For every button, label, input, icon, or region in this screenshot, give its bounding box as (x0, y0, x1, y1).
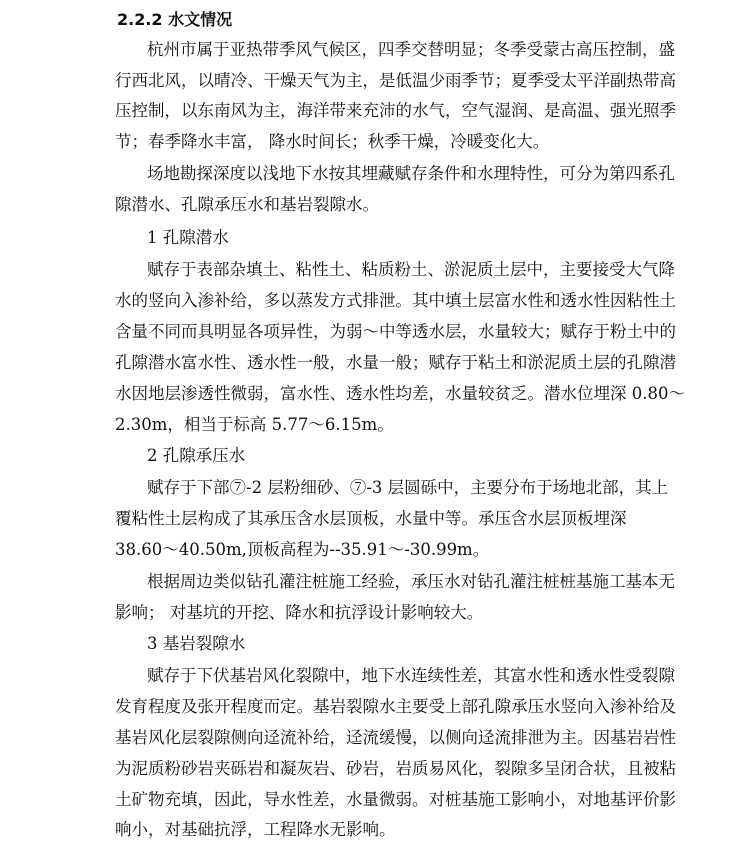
paragraph-line: 隙潜水、孔隙承压水和基岩裂隙水。 (115, 195, 379, 214)
paragraph-line: 行西北风，以晴冷、干燥天气为主，是低温少雨季节；夏季受太平洋副热带高 (115, 71, 676, 90)
paragraph-line: 为泥质粉砂岩夹砾岩和凝灰岩、砂岩，岩质易风化，裂隙多呈闭合状，且被粘 (115, 759, 676, 778)
paragraph-line: 场地勘探深度以浅地下水按其埋藏赋存条件和水理特性，可分为第四系孔 (147, 164, 675, 183)
subsection-heading: 3 基岩裂隙水 (147, 634, 246, 653)
paragraph-line: 孔隙潜水富水性、透水性一般，水量一般；赋存于粘土和淤泥质土层的孔隙潜 (115, 353, 676, 372)
paragraph-line: 38.60～40.50m,顶板高程为--35.91～-30.99m。 (115, 540, 490, 559)
paragraph-line: 赋存于下伏基岩风化裂隙中，地下水连续性差，其富水性和透水性受裂隙 (147, 666, 675, 685)
subsection-heading: 2 孔隙承压水 (147, 446, 246, 465)
paragraph-line: 土矿物充填，因此，导水性差，水量微弱。对桩基施工影响小，对地基评价影 (115, 790, 676, 809)
section-heading: 2.2.2 水文情况 (117, 10, 233, 29)
paragraph-line: 基岩风化层裂隙侧向迳流补给，迳流缓慢，以侧向迳流排泄为主。因基岩岩性 (115, 728, 676, 747)
paragraph-line: 2.30m，相当于标高 5.77～6.15m。 (115, 415, 394, 434)
paragraph-line: 响小，对基础抗浮，工程降水无影响。 (115, 820, 396, 839)
paragraph-line: 压控制，以东南风为主，海洋带来充沛的水气，空气湿润、是高温、强光照季 (115, 101, 676, 120)
paragraph-line: 水因地层渗透性微弱，富水性、透水性均差，水量较贫乏。潜水位埋深 0.80～ (115, 384, 685, 403)
paragraph-line: 赋存于表部杂填土、粘性土、粘质粉土、淤泥质土层中，主要接受大气降 (147, 260, 675, 279)
paragraph-line: 含量不同而具明显各项异性，为弱～中等透水层，水量较大；赋存于粉土中的 (115, 322, 676, 341)
paragraph-line: 节；春季降水丰富， 降水时间长；秋季干燥，冷暖变化大。 (115, 132, 550, 151)
paragraph-line: 赋存于下部⑦-2 层粉细砂、⑦-3 层圆砾中，主要分布于场地北部，其上 (147, 478, 669, 497)
paragraph-line: 影响； 对基坑的开挖、降水和抗浮设计影响较大。 (115, 603, 484, 622)
paragraph-line: 发育程度及张开程度而定。基岩裂隙水主要受上部孔隙承压水竖向入渗补给及 (115, 697, 676, 716)
paragraph-line: 杭州市属于亚热带季风气候区，四季交替明显；冬季受蒙古高压控制，盛 (147, 40, 675, 59)
subsection-heading: 1 孔隙潜水 (147, 228, 229, 247)
paragraph-line: 根据周边类似钻孔灌注桩施工经验，承压水对钻孔灌注桩桩基施工基本无 (147, 572, 675, 591)
paragraph-line: 水的竖向入渗补给，多以蒸发方式排泄。其中填土层富水性和透水性因粘性土 (115, 291, 676, 310)
paragraph-line: 覆粘性土层构成了其承压含水层顶板，水量中等。承压含水层顶板埋深 (115, 509, 627, 528)
